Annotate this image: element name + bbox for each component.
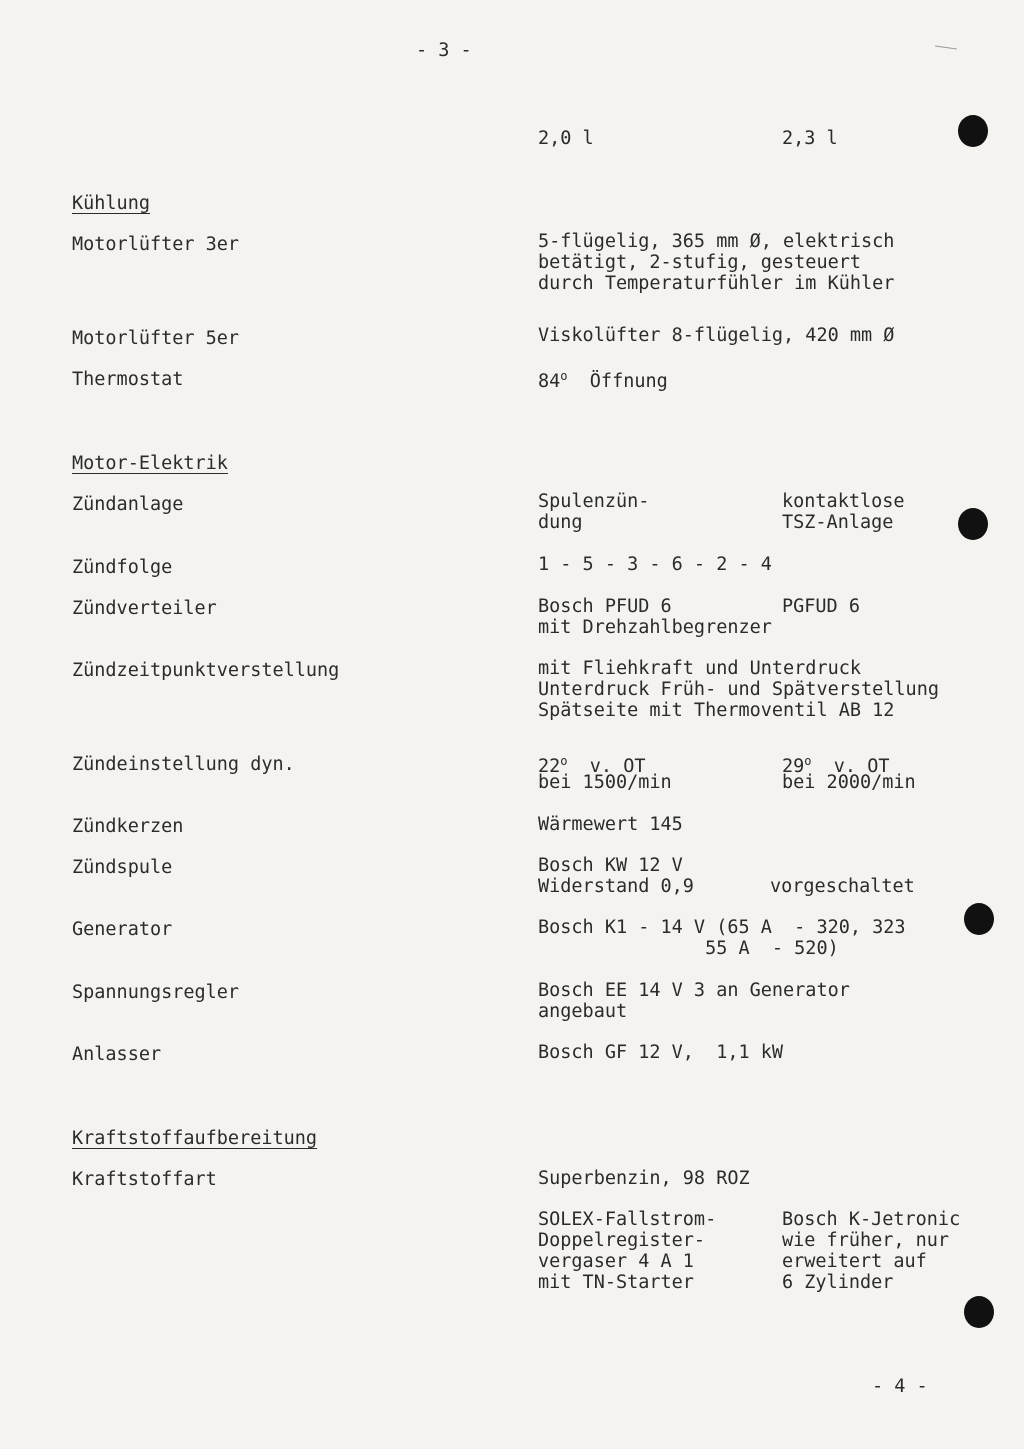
value-firing-order: 1 - 5 - 3 - 6 - 2 - 4 [538, 554, 772, 575]
value-starter: Bosch GF 12 V, 1,1 kW [538, 1042, 784, 1063]
label-generator: Generator [72, 919, 173, 940]
label-fuel-type: Kraftstoffart [72, 1169, 217, 1190]
value-ignition-2-3-line2: TSZ-Anlage [782, 512, 894, 533]
value-line: betätigt, 2-stufig, gesteuert [538, 252, 862, 273]
value-distributor-note: mit Drehzahlbegrenzer [538, 617, 772, 638]
thermostat-suffix: Öffnung [589, 371, 668, 393]
value-timing-advance-line3: Spätseite mit Thermoventil AB 12 [538, 700, 895, 721]
punch-hole-decoration [958, 115, 988, 147]
label-coil: Zündspule [72, 857, 173, 878]
degree-mark: o [560, 754, 568, 768]
thermostat-temp: 84 [538, 371, 561, 393]
value-mixture-2-3-line1: Bosch K-Jetronic [782, 1209, 961, 1230]
column-header-2-0: 2,0 l [538, 128, 594, 149]
punch-hole-decoration [964, 903, 994, 935]
timing-reference: v. OT [589, 756, 646, 778]
section-heading-cooling: Kühlung [72, 193, 150, 214]
value-coil-resistance: Widerstand 0,9 [538, 876, 694, 897]
label-regulator: Spannungsregler [72, 982, 240, 1003]
label-timing: Zündeinstellung dyn. [72, 754, 295, 775]
value-distributor-2-3: PGFUD 6 [782, 596, 860, 617]
label-distributor: Zündverteiler [72, 598, 217, 619]
value-generator-line2: 55 A - 520) [538, 938, 839, 959]
value-timing-advance-line2: Unterdruck Früh- und Spätverstellung [538, 679, 939, 700]
value-fuel-type: Superbenzin, 98 ROZ [538, 1168, 750, 1189]
label-timing-advance: Zündzeitpunktverstellung [72, 660, 340, 681]
timing-reference: v. OT [833, 756, 890, 778]
column-header-2-3: 2,3 l [782, 128, 838, 149]
value-generator-line1: Bosch K1 - 14 V (65 A - 320, 323 [538, 917, 906, 938]
value-distributor-2-0: Bosch PFUD 6 [538, 596, 672, 617]
value-mixture-2-0-line1: SOLEX-Fallstrom- [538, 1209, 717, 1230]
punch-hole-decoration [958, 508, 988, 540]
label-fan-3er: Motorlüfter 3er [72, 234, 240, 255]
section-heading-fuel: Kraftstoffaufbereitung [72, 1128, 318, 1149]
value-fan-5er: Viskolüfter 8-flügelig, 420 mm Ø [538, 325, 895, 346]
degree-mark: o [804, 754, 812, 768]
value-mixture-2-0-line3: vergaser 4 A 1 [538, 1251, 694, 1272]
value-line: 5-flügelig, 365 mm Ø, elektrisch [538, 231, 895, 252]
value-mixture-2-0-line2: Doppelregister- [538, 1230, 706, 1251]
label-plugs: Zündkerzen [72, 816, 184, 837]
section-heading-electrics: Motor-Elektrik [72, 453, 228, 474]
value-ignition-2-0-line2: dung [538, 512, 583, 533]
paper-mark-decoration [935, 45, 957, 49]
timing-degrees: 29 [782, 756, 805, 778]
value-thermostat [538, 366, 668, 392]
label-firing-order: Zündfolge [72, 557, 173, 578]
value-timing-2-0-rpm: bei 1500/min [538, 772, 672, 793]
degree-mark: o [560, 369, 568, 383]
value-mixture-2-3-line2: wie früher, nur [782, 1230, 950, 1251]
value-line: durch Temperaturfühler im Kühler [538, 273, 895, 294]
value-coil-note: vorgeschaltet [770, 876, 915, 897]
label-starter: Anlasser [72, 1044, 162, 1065]
value-timing-advance-line1: mit Fliehkraft und Unterdruck [538, 658, 862, 679]
timing-degrees: 22 [538, 756, 561, 778]
label-ignition: Zündanlage [72, 494, 184, 515]
page-number-bottom: - 4 - [872, 1376, 928, 1397]
label-thermostat: Thermostat [72, 369, 184, 390]
value-regulator-line1: Bosch EE 14 V 3 an Generator [538, 980, 850, 1001]
value-ignition-2-3: kontaktlose [782, 491, 905, 512]
value-plugs: Wärmewert 145 [538, 814, 683, 835]
value-mixture-2-3-line3: erweitert auf [782, 1251, 927, 1272]
page-number-top: - 3 - [416, 40, 472, 61]
value-ignition-2-0: Spulenzün- [538, 491, 650, 512]
value-mixture-2-3-line4: 6 Zylinder [782, 1272, 894, 1293]
value-regulator-line2: angebaut [538, 1001, 628, 1022]
value-mixture-2-0-line4: mit TN-Starter [538, 1272, 694, 1293]
value-timing-2-3-rpm: bei 2000/min [782, 772, 916, 793]
punch-hole-decoration [964, 1296, 994, 1328]
value-coil: Bosch KW 12 V [538, 855, 683, 876]
label-fan-5er: Motorlüfter 5er [72, 328, 240, 349]
